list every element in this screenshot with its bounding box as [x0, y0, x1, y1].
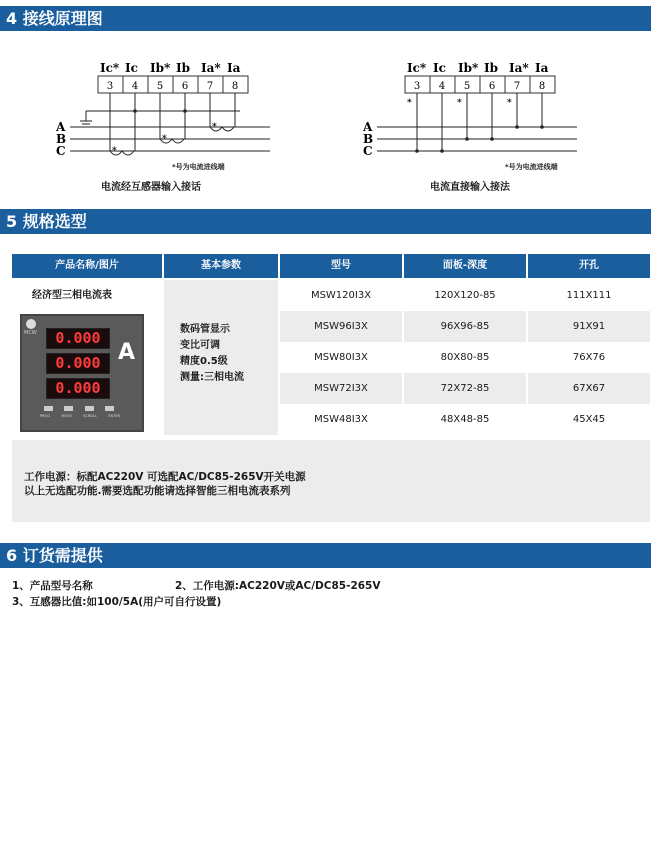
wiring-diagram-direct [357, 55, 587, 175]
terminal-label-ia-star: Ia* [509, 61, 529, 75]
terminal-number: 3 [106, 81, 114, 92]
terminal-number: 3 [413, 81, 421, 92]
meter-button [44, 406, 53, 411]
col-header-model: 型号 [280, 254, 402, 278]
brand-text: MCW [24, 330, 37, 336]
terminal-label-ia-star: Ia* [201, 61, 221, 75]
meter-button [105, 406, 114, 411]
terminal-number: 6 [488, 81, 496, 92]
panel-cell: 120X120-85 [404, 280, 526, 311]
order-item-3: 3、互感器比值:如100/5A(用户可自行设置) [12, 596, 222, 608]
hole-cell: 45X45 [528, 404, 650, 435]
col-header-params: 基本参数 [164, 254, 278, 278]
order-item-1: 1、产品型号名称 [12, 580, 93, 592]
param-item: 精度0.5级 [180, 356, 228, 367]
power-info-text [24, 470, 306, 498]
terminal-label-ic: Ic [433, 61, 446, 75]
svg-text:*: * [507, 98, 512, 108]
caption-right: 电流直接输入接法 [430, 182, 510, 193]
meter-button-labels [40, 414, 120, 418]
params-cell [164, 280, 278, 435]
phase-label-c: C [56, 144, 66, 158]
params-list [180, 322, 244, 386]
meter-button-label: SCROLL [83, 414, 97, 418]
order-item-2: 2、工作电源:AC220V或AC/DC85-265V [175, 580, 381, 592]
meter-display-1: 0.000 [46, 328, 110, 349]
product-cell [12, 280, 162, 435]
hole-cell: 111X111 [528, 280, 650, 311]
col-header-product: 产品名称/图片 [12, 254, 162, 278]
section-6-header [0, 543, 651, 568]
meter-display-2: 0.000 [46, 353, 110, 374]
section-5-header [0, 209, 651, 234]
phase-label-a: A [363, 120, 373, 134]
terminal-number: 7 [206, 81, 214, 92]
section-5-title: 5 规格选型 [6, 212, 87, 231]
terminal-label-ic-star: Ic* [100, 61, 120, 75]
param-item: 测量:三相电流 [180, 372, 244, 383]
terminal-label-ia: Ia [535, 61, 549, 75]
section-4-header [0, 6, 651, 31]
meter-button-label: PROG [40, 414, 51, 418]
meter-button [85, 406, 94, 411]
svg-text:*: * [407, 98, 412, 108]
section-6-title: 6 订货需提供 [6, 546, 103, 565]
model-cell: MSW120I3X [280, 280, 402, 311]
model-cell: MSW72I3X [280, 373, 402, 404]
param-item: 变比可调 [180, 340, 220, 351]
caption-left: 电流经互感器输入接话 [101, 182, 201, 193]
terminal-number: 5 [463, 81, 471, 92]
meter-unit: A [118, 340, 136, 365]
phase-label-b: B [56, 132, 67, 146]
brand-logo-icon [26, 319, 36, 329]
meter-button-label: MOVE [61, 414, 72, 418]
terminal-label-ib-star: Ib* [458, 61, 479, 75]
panel-cell: 96X96-85 [404, 311, 526, 342]
hole-cell: 67X67 [528, 373, 650, 404]
terminal-number: 4 [131, 81, 139, 92]
col-header-panel: 面板-深度 [404, 254, 526, 278]
svg-text:*: * [212, 122, 217, 132]
wiring-diagram-ct [50, 55, 270, 175]
svg-text:*: * [457, 98, 462, 108]
meter-image [20, 314, 144, 432]
power-info-line-2: 以上无选配功能.需要选配功能请选择智能三相电流表系列 [24, 485, 291, 497]
svg-text:*: * [112, 146, 117, 156]
svg-text:*: * [162, 134, 167, 144]
terminal-number: 8 [231, 81, 239, 92]
terminal-number: 7 [513, 81, 521, 92]
hole-cell: 76X76 [528, 342, 650, 373]
panel-cell: 72X72-85 [404, 373, 526, 404]
terminal-number: 4 [438, 81, 446, 92]
model-cell: MSW48I3X [280, 404, 402, 435]
model-cell: MSW80I3X [280, 342, 402, 373]
meter-button-label: ENTER [108, 414, 120, 418]
terminal-label-ia: Ia [227, 61, 241, 75]
terminal-number: 6 [181, 81, 189, 92]
star-note-right: *号为电流进线端 [505, 163, 558, 171]
product-name: 经济型三相电流表 [32, 290, 112, 301]
panel-cell: 48X48-85 [404, 404, 526, 435]
power-info-line-1: 工作电源：标配AC220V 可选配AC/DC85-265V开关电源 [24, 471, 306, 483]
section-4-title: 4 接线原理图 [6, 9, 103, 28]
phase-label-c: C [363, 144, 373, 158]
model-cell: MSW96I3X [280, 311, 402, 342]
meter-display-3: 0.000 [46, 378, 110, 399]
terminal-label-ib-star: Ib* [150, 61, 171, 75]
star-note-left: *号为电流进线端 [172, 163, 225, 171]
terminal-number: 8 [538, 81, 546, 92]
terminal-number: 5 [156, 81, 164, 92]
power-info-box [12, 440, 650, 522]
hole-cell: 91X91 [528, 311, 650, 342]
param-item: 数码管显示 [180, 324, 230, 335]
phase-label-b: B [363, 132, 374, 146]
col-header-hole: 开孔 [528, 254, 650, 278]
phase-label-a: A [56, 120, 66, 134]
panel-cell: 80X80-85 [404, 342, 526, 373]
meter-button [64, 406, 73, 411]
terminal-label-ic-star: Ic* [407, 61, 427, 75]
terminal-label-ib: Ib [484, 61, 499, 75]
terminal-label-ic: Ic [125, 61, 138, 75]
terminal-label-ib: Ib [176, 61, 191, 75]
meter-buttons [44, 406, 114, 411]
